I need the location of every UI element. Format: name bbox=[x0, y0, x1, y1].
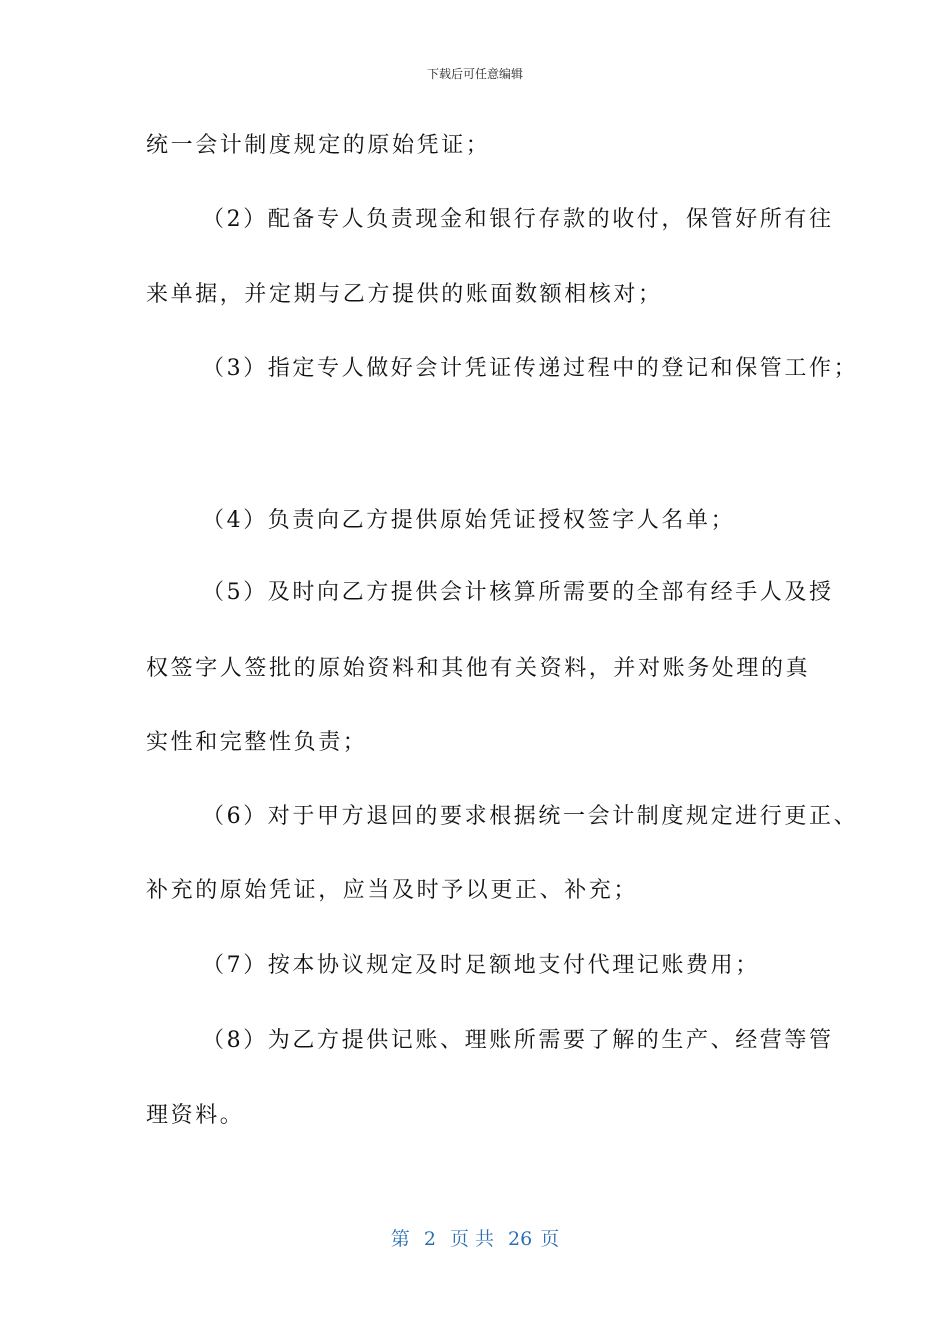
footer-middle: 页 共 bbox=[449, 1228, 494, 1250]
body-line: （8）为乙方提供记账、理账所需要了解的生产、经营等管 bbox=[202, 1028, 834, 1053]
body-line: 来单据，并定期与乙方提供的账面数额相核对； bbox=[146, 282, 663, 307]
body-line: 实性和完整性负责； bbox=[146, 730, 368, 755]
footer-prefix: 第 bbox=[390, 1228, 410, 1250]
body-line: 理资料。 bbox=[146, 1103, 245, 1128]
body-line: （6）对于甲方退回的要求根据统一会计制度规定进行更正、 bbox=[202, 804, 859, 829]
footer-total-pages: 26 bbox=[508, 1228, 533, 1250]
body-line: （4）负责向乙方提供原始凭证授权签字人名单； bbox=[202, 508, 736, 533]
footer-suffix: 页 bbox=[540, 1228, 560, 1250]
body-line: （7）按本协议规定及时足额地支付代理记账费用； bbox=[202, 953, 760, 978]
body-line: 权签字人签批的原始资料和其他有关资料，并对账务处理的真 bbox=[146, 656, 811, 681]
body-line: （3）指定专人做好会计凭证传递过程中的登记和保管工作； bbox=[202, 356, 859, 381]
page-header: 下载后可任意编辑 bbox=[426, 67, 523, 81]
body-line: 统一会计制度规定的原始凭证； bbox=[146, 133, 491, 158]
body-line: （5）及时向乙方提供会计核算所需要的全部有经手人及授 bbox=[202, 580, 834, 605]
body-line: （2）配备专人负责现金和银行存款的收付，保管好所有往 bbox=[202, 207, 834, 232]
page-footer bbox=[0, 1226, 950, 1252]
body-line: 补充的原始凭证，应当及时予以更正、补充； bbox=[146, 878, 639, 903]
footer-page-number: 2 bbox=[423, 1228, 436, 1250]
